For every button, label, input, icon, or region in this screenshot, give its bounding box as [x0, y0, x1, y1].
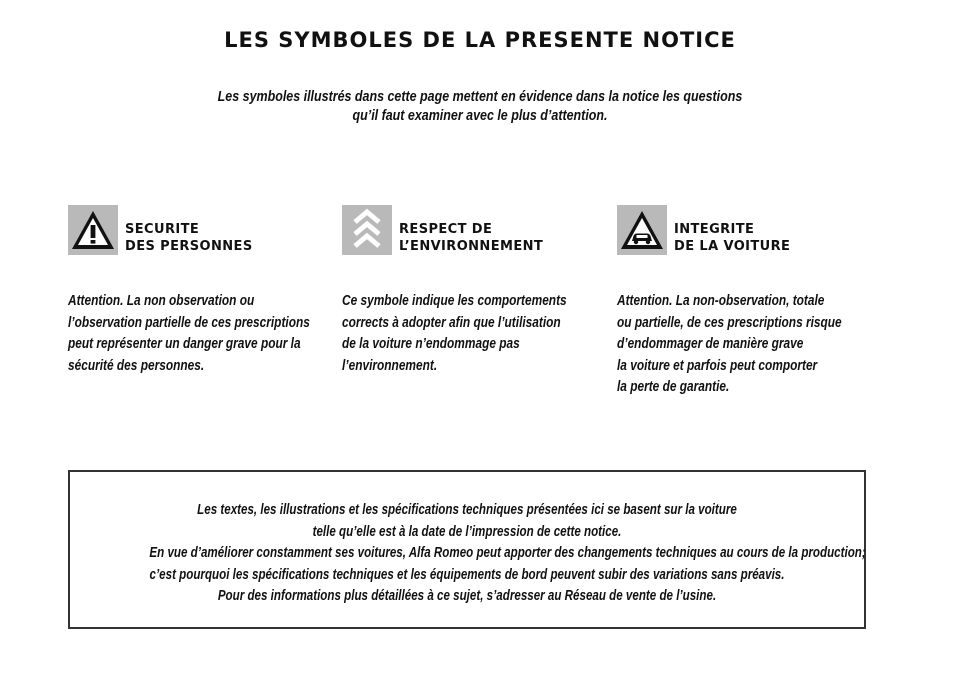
- description-line: l’observation partielle de ces prescriptions: [68, 314, 310, 331]
- symbol-heading-line: SECURITE: [125, 222, 200, 237]
- intro-text: [205, 88, 755, 126]
- symbol-heading-line: RESPECT DE: [399, 222, 493, 237]
- description-line: Attention. La non-observation, totale: [617, 293, 825, 309]
- warning-triangle-icon: [68, 205, 118, 255]
- notice-line: En vue d’améliorer constamment ses voitures, Alfa Romeo peut apporter des changements techniques au cours de la production;: [149, 545, 866, 561]
- symbol-heading-line: INTEGRITE: [674, 222, 755, 237]
- symbol-heading: [674, 221, 790, 255]
- description-line: sécurité des personnes.: [68, 357, 205, 374]
- description-line: Ce symbole indique les comportements: [342, 293, 567, 309]
- page-title: LES SYMBOLES DE LA PRESENTE NOTICE: [224, 28, 736, 52]
- symbol-heading: [399, 221, 543, 255]
- symbol-heading-line: DE LA VOITURE: [674, 239, 791, 254]
- description-line: la perte de garantie.: [617, 379, 730, 395]
- symbol-heading: [125, 221, 253, 255]
- symbol-description: [68, 291, 314, 377]
- symbol-description: [617, 291, 863, 399]
- notice-box: [68, 470, 866, 629]
- description-line: l’environnement.: [342, 357, 438, 374]
- symbol-heading-line: L’ENVIRONNEMENT: [399, 239, 544, 254]
- description-line: de la voiture n’endommage pas: [342, 336, 520, 352]
- notice-line: c’est pourquoi les spécifications techniques et les équipements de bord peuvent subir des variations sans préavis.: [149, 566, 785, 583]
- description-line: la voiture et parfois peut comporter: [617, 357, 818, 374]
- symbol-description: [342, 291, 588, 377]
- intro-line: qu’il faut examiner avec le plus d’attention.: [352, 108, 608, 124]
- intro-line: Les symboles illustrés dans cette page mettent en évidence dans la notice les questions: [217, 89, 743, 105]
- description-line: ou partielle, de ces prescriptions risque: [617, 314, 842, 331]
- description-line: peut représenter un danger grave pour la: [68, 336, 301, 352]
- symbol-heading-line: DES PERSONNES: [125, 239, 253, 254]
- car-warning-icon: [617, 205, 667, 255]
- description-line: Attention. La non observation ou: [68, 293, 255, 309]
- notice-line: Pour des informations plus détaillées à ce sujet, s’adresser au Réseau de vente de l’usine.: [217, 588, 717, 604]
- recycle-chevrons-icon: [342, 205, 392, 255]
- notice-text: [149, 500, 866, 608]
- notice-line: telle qu’elle est à la date de l’impression de cette notice.: [312, 523, 622, 540]
- description-line: corrects à adopter afin que l’utilisation: [342, 314, 561, 331]
- description-line: d’endommager de manière grave: [617, 336, 804, 352]
- notice-line: Les textes, les illustrations et les spécifications techniques présentées ici se basent sur la voiture: [197, 502, 737, 518]
